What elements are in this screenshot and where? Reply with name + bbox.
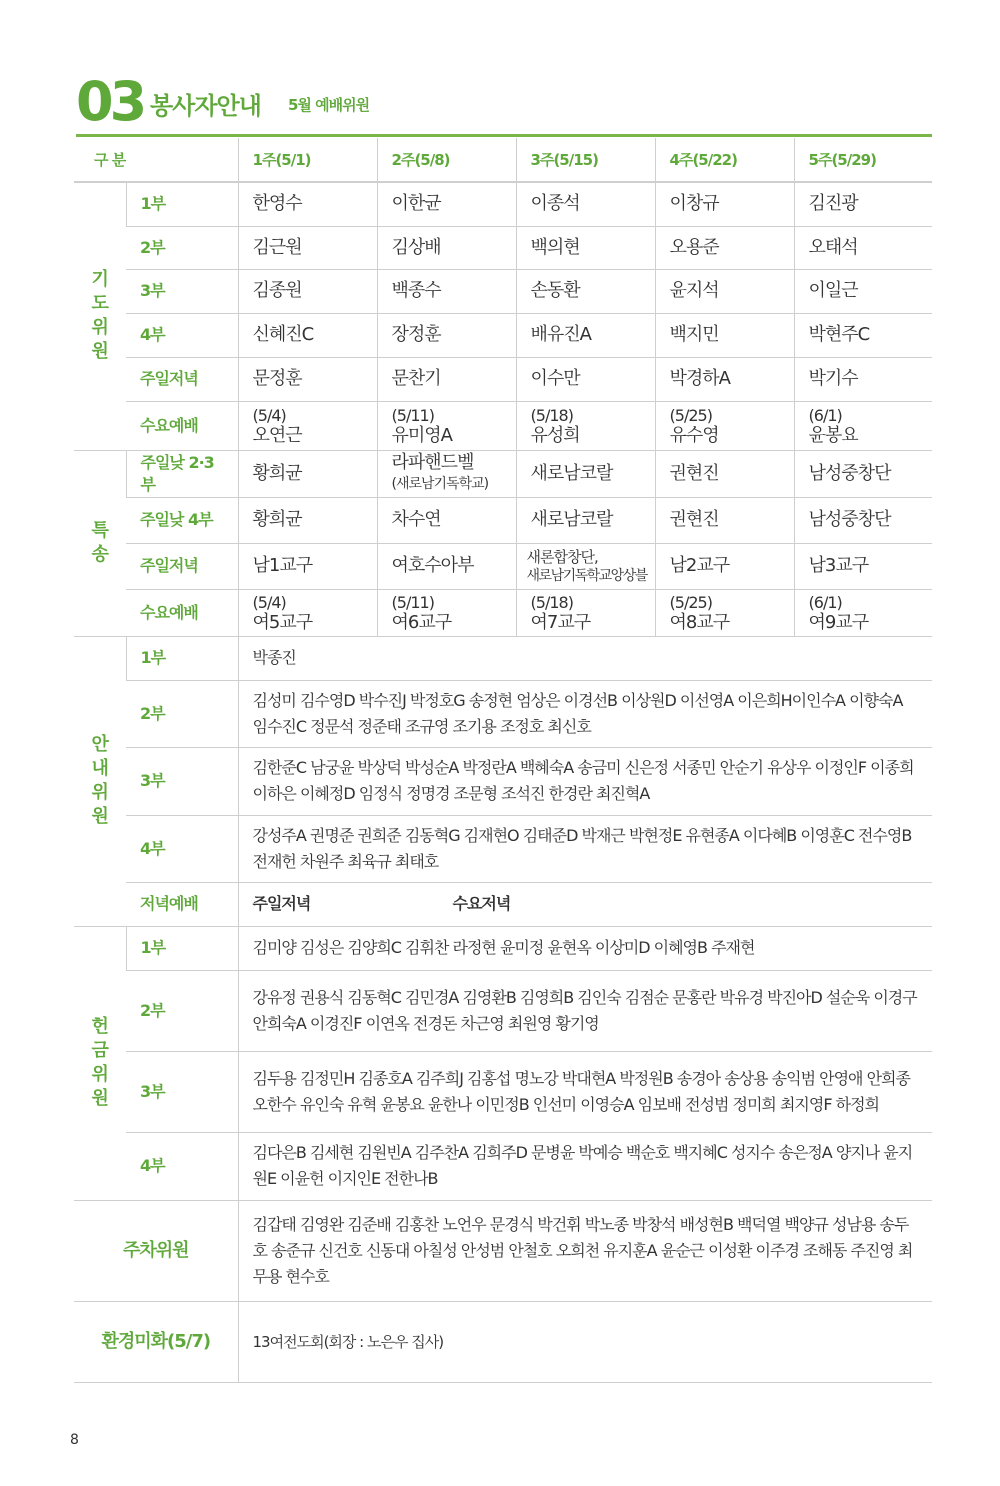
table-row <box>74 401 932 450</box>
cell <box>238 401 377 450</box>
table-row <box>74 357 932 401</box>
cell: 권현진 <box>655 497 794 543</box>
cell-date: (5/25) <box>669 405 712 425</box>
cell: 남2교구 <box>655 543 794 589</box>
cell <box>516 589 655 636</box>
cell: 차수연 <box>377 497 516 543</box>
cell: 이종석 <box>516 182 655 226</box>
section-title: 봉사자안내 <box>150 92 261 120</box>
cell-names: 박종진 <box>238 636 932 680</box>
cell: 이일근 <box>794 269 932 313</box>
row-label: 2부 <box>126 970 238 1051</box>
cell-name: 윤봉요 <box>808 424 858 446</box>
row-label: 3부 <box>126 269 238 313</box>
table-row <box>74 815 932 882</box>
volunteer-table <box>74 138 932 1383</box>
row-label: 2부 <box>126 680 238 747</box>
cell: 신혜진C <box>238 313 377 357</box>
cell-note: (새로남기독학교) <box>391 476 489 492</box>
cell: 오용준 <box>655 226 794 269</box>
row-label: 1부 <box>126 926 238 970</box>
cell-name: 여7교구 <box>530 611 591 633</box>
cell-name: 새론합창단, <box>526 547 598 566</box>
table-row <box>74 497 932 543</box>
cell: 문정훈 <box>238 357 377 401</box>
cell: 윤지석 <box>655 269 794 313</box>
cell <box>377 450 516 497</box>
cell: 배유진A <box>516 313 655 357</box>
cell: 박경하A <box>655 357 794 401</box>
category-usher: 안내위원 <box>74 636 126 926</box>
header-category: 구 분 <box>74 138 238 182</box>
cell-date: (5/18) <box>530 592 573 612</box>
cell-name: 여8교구 <box>669 611 730 633</box>
category-environment: 환경미화(5/7) <box>74 1301 238 1382</box>
row-label: 주일낮 4부 <box>126 497 238 543</box>
cell <box>516 401 655 450</box>
cell-names: 김한준C 남궁윤 박상덕 박성순A 박정란A 백혜숙A 송금미 신은정 서종민 안순기 유상우 이정인F 이종희 이하은 이혜정D 임정식 정명경 조문형 조석진 한경란 최진혁A <box>238 747 932 815</box>
table-row <box>74 747 932 815</box>
cell-names: 김다은B 김세현 김원빈A 김주찬A 김희주D 문병윤 박예승 백순호 백지혜C 성지수 송은정A 양지나 윤지원E 이윤헌 이지인E 전한나B <box>238 1132 932 1200</box>
cell-names: 김미양 김성은 김양희C 김휘찬 라정현 윤미정 윤현옥 이상미D 이혜영B 주재현 <box>238 926 932 970</box>
cell: 남3교구 <box>794 543 932 589</box>
row-label: 주일저녁 <box>126 357 238 401</box>
evening-wednesday: 수요저녁 <box>452 894 511 913</box>
cell: 남성중창단 <box>794 450 932 497</box>
row-label: 4부 <box>126 815 238 882</box>
category-parking: 주차위원 <box>74 1200 238 1301</box>
cell: 한영수 <box>238 182 377 226</box>
cell: 이창규 <box>655 182 794 226</box>
cell-name: 여6교구 <box>391 611 452 633</box>
cell: 새로남코랄 <box>516 497 655 543</box>
table-row <box>74 1132 932 1200</box>
row-label: 3부 <box>126 1051 238 1132</box>
header-week-3: 3주(5/15) <box>516 138 655 182</box>
table-row <box>74 182 932 226</box>
header-week-4: 4주(5/22) <box>655 138 794 182</box>
cell: 권현진 <box>655 450 794 497</box>
cell-date: (5/11) <box>391 592 434 612</box>
page-header <box>76 72 932 134</box>
cell <box>794 589 932 636</box>
cell <box>655 401 794 450</box>
cell-names: 강성주A 권명준 권희준 김동혁G 김재현O 김태준D 박재근 박현정E 유현종A 이다혜B 이영훈C 전수영B 전재헌 차원주 최육규 최태호 <box>238 815 932 882</box>
cell: 이한균 <box>377 182 516 226</box>
cell: 황희균 <box>238 450 377 497</box>
row-label: 수요예배 <box>126 589 238 636</box>
table-row <box>74 543 932 589</box>
evening-sunday: 주일저녁 <box>252 894 311 913</box>
cell <box>516 543 655 589</box>
page-number: 8 <box>70 1432 79 1448</box>
cell-names: 김성미 김수영D 박수진J 박정호G 송정현 엄상은 이경선B 이상원D 이선영A 이은희H이인수A 이향숙A 임수진C 정문석 정준태 조규영 조기용 조정호 최신호 <box>238 680 932 747</box>
cell: 박현주C <box>794 313 932 357</box>
table-row <box>74 450 932 497</box>
cell-name: 새로남기독학교앙상블 <box>526 567 647 584</box>
cell: 김종원 <box>238 269 377 313</box>
table-header-row <box>74 138 932 182</box>
cell-date: (5/4) <box>252 592 286 612</box>
cell-name: 유수영 <box>669 424 719 446</box>
row-label: 주일낮 2·3부 <box>126 450 238 497</box>
cell-date: (5/11) <box>391 405 434 425</box>
cell-evening <box>238 882 932 926</box>
section-subtitle: 5월 예배위원 <box>288 96 370 114</box>
cell-name: 여9교구 <box>808 611 869 633</box>
cell <box>377 401 516 450</box>
row-label: 4부 <box>126 313 238 357</box>
cell <box>655 589 794 636</box>
cell: 이수만 <box>516 357 655 401</box>
table-row <box>74 882 932 926</box>
cell: 오태석 <box>794 226 932 269</box>
cell: 문찬기 <box>377 357 516 401</box>
table-row <box>74 680 932 747</box>
table-row <box>74 313 932 357</box>
header-rule <box>76 134 932 137</box>
cell-date: (5/18) <box>530 405 573 425</box>
cell: 백종수 <box>377 269 516 313</box>
cell-name: 여5교구 <box>252 611 313 633</box>
cell-date: (5/4) <box>252 405 286 425</box>
cell: 남1교구 <box>238 543 377 589</box>
cell: 김상배 <box>377 226 516 269</box>
cell: 백의현 <box>516 226 655 269</box>
table-row <box>74 636 932 680</box>
cell: 황희균 <box>238 497 377 543</box>
cell: 손동환 <box>516 269 655 313</box>
cell-name: 유미영A <box>391 424 452 446</box>
row-label: 1부 <box>126 182 238 226</box>
table-row <box>74 269 932 313</box>
header-week-2: 2주(5/8) <box>377 138 516 182</box>
cell: 박기수 <box>794 357 932 401</box>
table-row <box>74 1051 932 1132</box>
cell: 여호수아부 <box>377 543 516 589</box>
category-special: 특송 <box>74 450 126 636</box>
row-label: 2부 <box>126 226 238 269</box>
category-prayer: 기도위원 <box>74 182 126 450</box>
cell-names: 김두용 김정민H 김종호A 김주희J 김홍섭 명노강 박대현A 박정원B 송경아 송상용 송익범 안영애 안희종 오한수 유인숙 유혁 윤봉요 윤한나 이민정B 인선미 이영승A 임보배 전성범 정미희 최지영F 하정희 <box>238 1051 932 1132</box>
header-week-5: 5주(5/29) <box>794 138 932 182</box>
row-label: 수요예배 <box>126 401 238 450</box>
cell-name: 오연근 <box>252 424 302 446</box>
row-label: 4부 <box>126 1132 238 1200</box>
table-row <box>74 926 932 970</box>
table-row <box>74 226 932 269</box>
table-row <box>74 970 932 1051</box>
row-label: 저녁예배 <box>126 882 238 926</box>
cell-name: 유성희 <box>530 424 580 446</box>
row-label: 1부 <box>126 636 238 680</box>
row-label: 주일저녁 <box>126 543 238 589</box>
table-row <box>74 1301 932 1382</box>
table-row <box>74 589 932 636</box>
cell-date: (5/25) <box>669 592 712 612</box>
category-offering: 헌금위원 <box>74 926 126 1200</box>
row-label: 3부 <box>126 747 238 815</box>
cell: 김진광 <box>794 182 932 226</box>
cell: 백지민 <box>655 313 794 357</box>
cell <box>238 589 377 636</box>
cell <box>794 401 932 450</box>
cell: 장정훈 <box>377 313 516 357</box>
cell-names: 강유정 권용식 김동혁C 김민경A 김영환B 김영희B 김인숙 김점순 문홍란 박유경 박진아D 설순욱 이경구 안희숙A 이경진F 이연옥 전경돈 차근영 최원영 황기영 <box>238 970 932 1051</box>
cell-date: (6/1) <box>808 592 842 612</box>
header-week-1: 1주(5/1) <box>238 138 377 182</box>
cell <box>377 589 516 636</box>
cell-names: 김갑태 김영완 김준배 김홍찬 노언우 문경식 박건휘 박노종 박창석 배성현B 백덕열 백양규 성남용 송두호 송준규 신건호 신동대 아칠성 안성범 안철호 오희천 유지훈A 윤순근 이성환 이주경 조해동 주진영 최무용 현수호 <box>238 1200 932 1301</box>
cell: 김근원 <box>238 226 377 269</box>
cell: 새로남코랄 <box>516 450 655 497</box>
cell-environment: 13여전도회(회장 : 노은우 집사) <box>238 1301 932 1382</box>
cell: 남성중창단 <box>794 497 932 543</box>
cell-name: 라파핸드벨 <box>391 452 474 473</box>
table-row <box>74 1200 932 1301</box>
cell-date: (6/1) <box>808 405 842 425</box>
section-number: 03 <box>76 70 144 133</box>
